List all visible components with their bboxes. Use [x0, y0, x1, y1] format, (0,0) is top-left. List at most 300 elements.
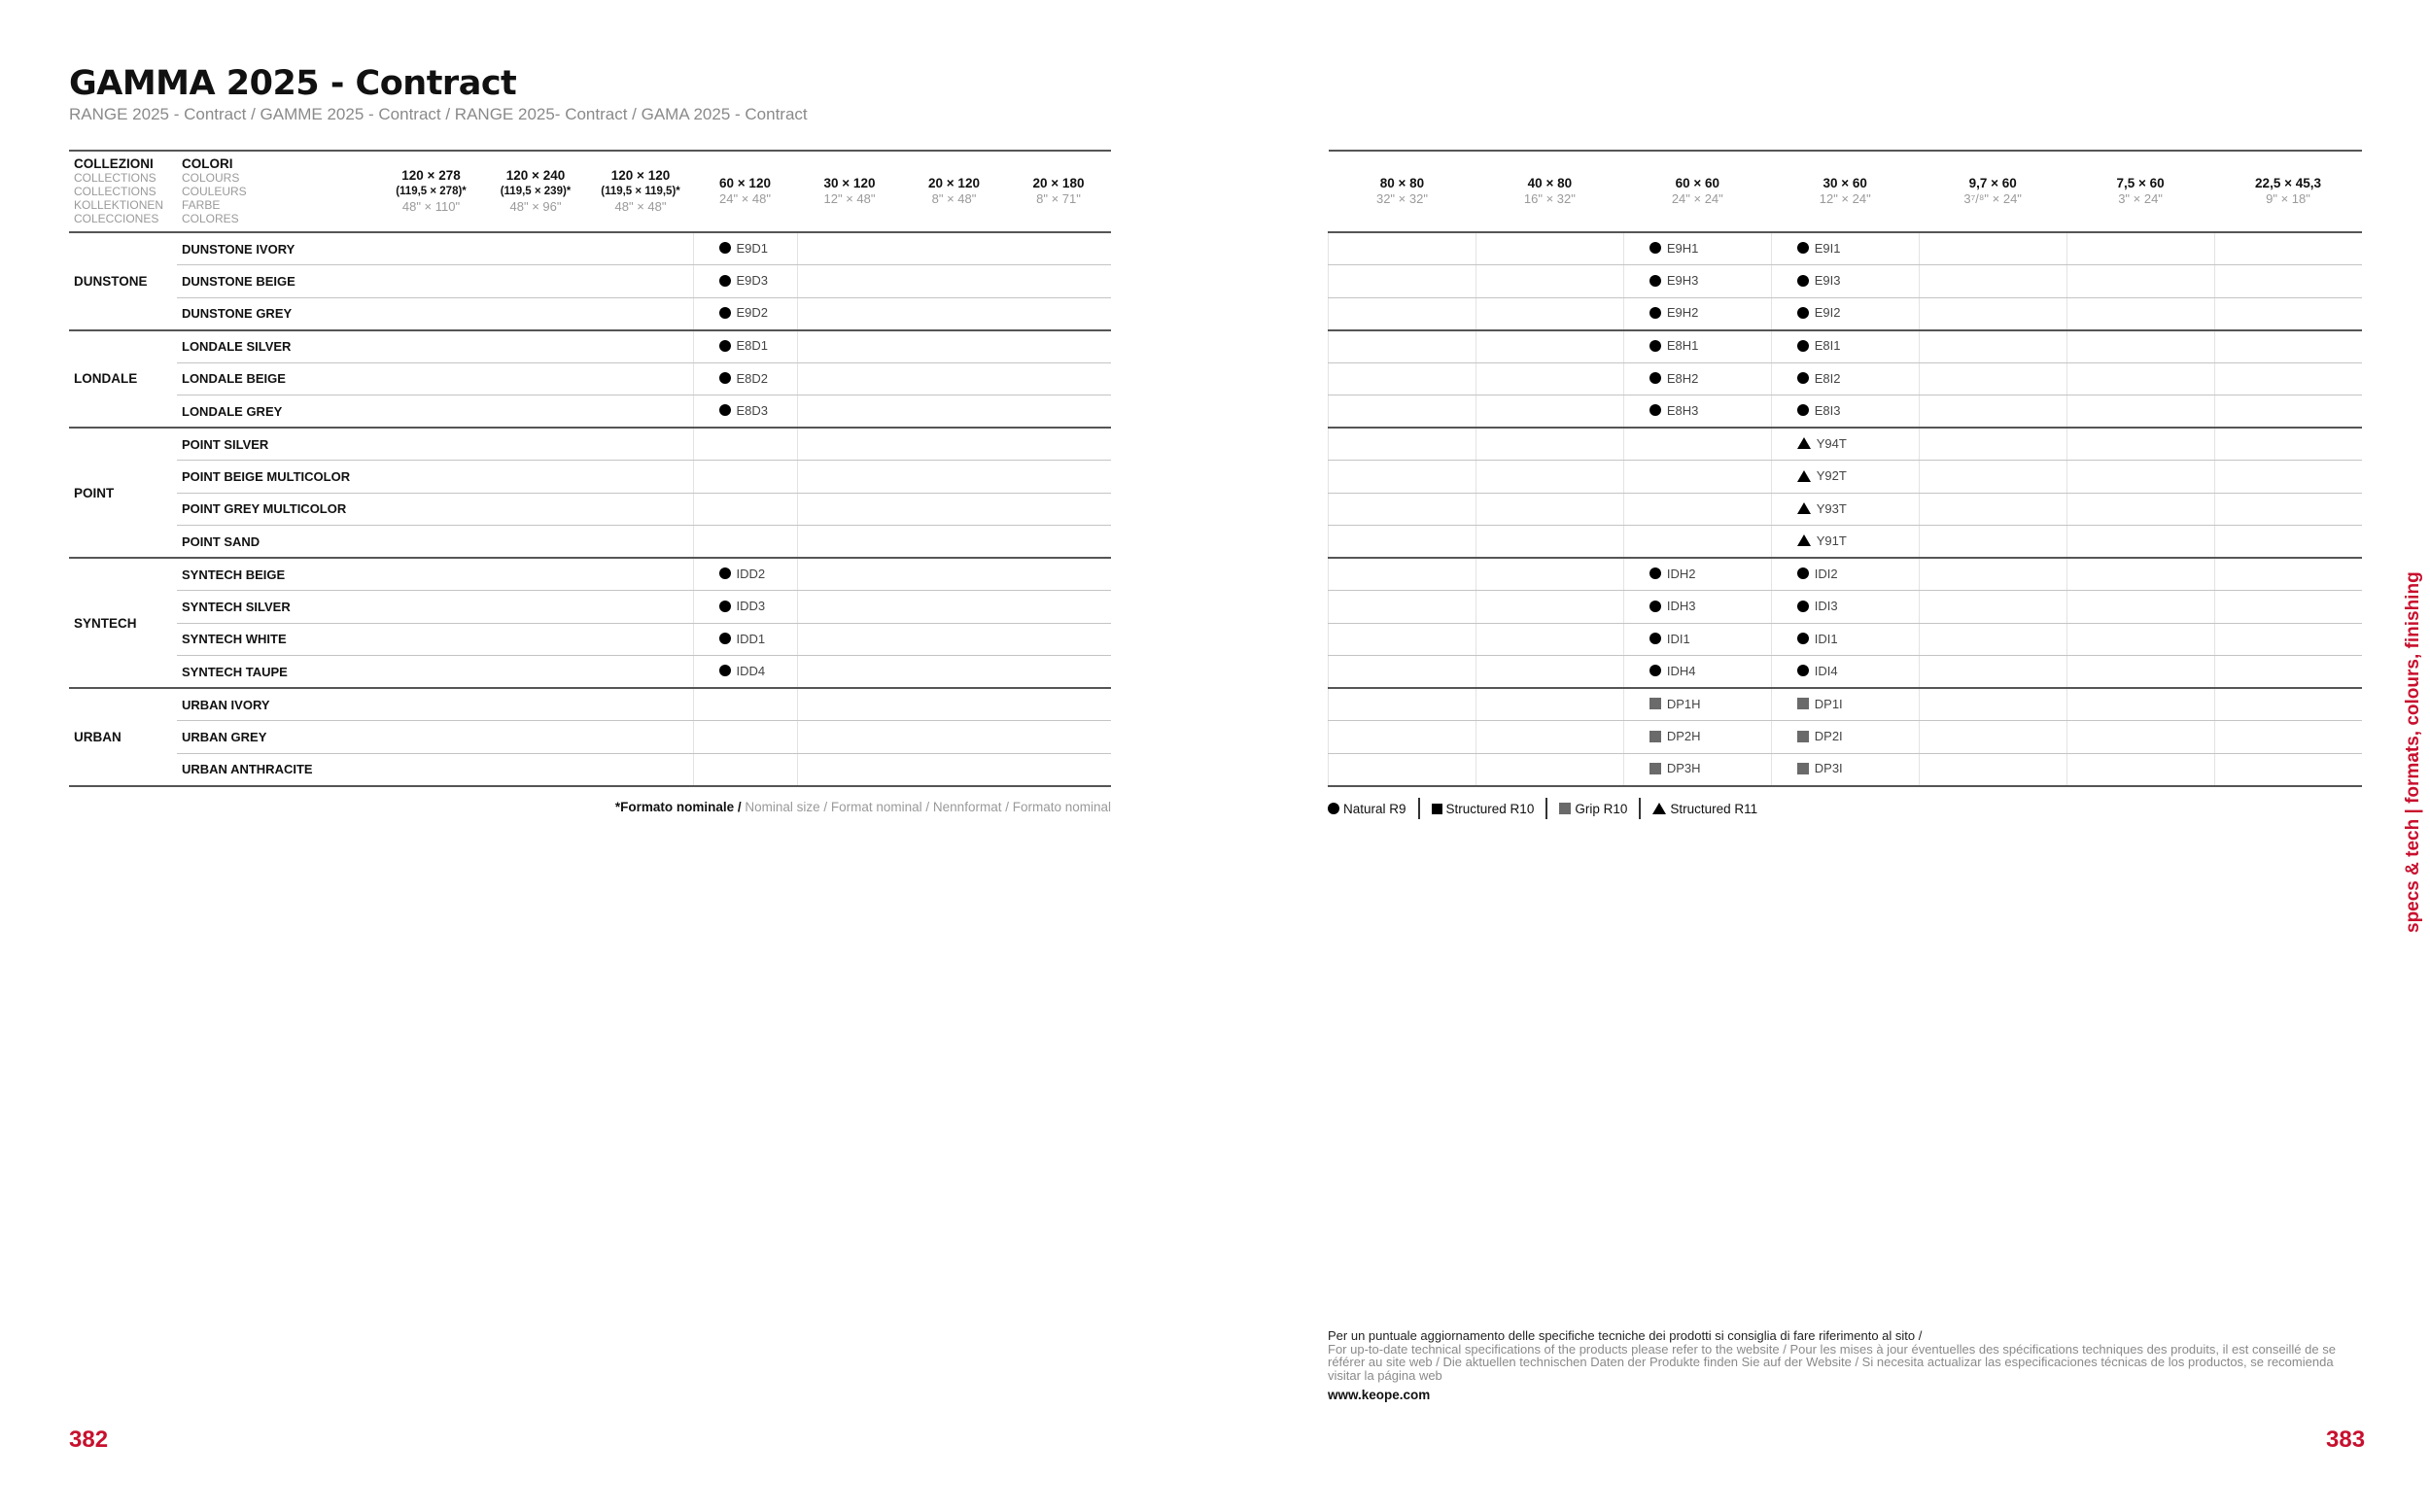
format-cell	[2214, 232, 2362, 265]
specs-disclaimer	[1328, 1329, 2348, 1382]
product-code-label: IDH3	[1666, 599, 1696, 613]
legend-label: Grip R10	[1575, 801, 1628, 816]
dot-icon	[1797, 601, 1809, 612]
dot-icon	[719, 665, 731, 676]
format-cell	[588, 265, 693, 298]
product-code	[694, 371, 769, 386]
table-row	[69, 362, 1111, 395]
product-code-label: E9D1	[736, 240, 769, 256]
format-cell	[1623, 721, 1771, 754]
format-cell	[2066, 362, 2214, 395]
format-header	[588, 151, 693, 232]
format-header	[797, 151, 902, 232]
dot-icon	[1649, 275, 1661, 287]
format-cell	[1919, 493, 2066, 526]
format-cell	[2214, 362, 2362, 395]
format-cell	[797, 558, 902, 591]
product-code	[1772, 501, 1847, 516]
colour-name: URBAN IVORY	[177, 688, 379, 721]
format-cell	[483, 362, 588, 395]
colours-header-fr: COULEURS	[182, 185, 247, 198]
colour-name: DUNSTONE BEIGE	[177, 265, 379, 298]
product-code	[694, 403, 769, 418]
table-row	[1329, 688, 2363, 721]
format-inch: 9" × 18"	[2266, 191, 2310, 206]
format-cell	[1006, 656, 1111, 689]
format-header	[902, 151, 1006, 232]
format-cell	[1623, 558, 1771, 591]
product-code	[1772, 468, 1847, 483]
format-cell	[483, 428, 588, 461]
product-code-label: IDI3	[1814, 599, 1838, 613]
format-cell	[1475, 428, 1623, 461]
format-cell	[797, 232, 902, 265]
dot-icon	[1797, 307, 1809, 319]
format-cell	[797, 330, 902, 363]
dot-icon	[719, 601, 731, 612]
format-cell	[797, 623, 902, 656]
format-size: 20 × 120	[928, 176, 980, 190]
colour-name: LONDALE SILVER	[177, 330, 379, 363]
format-cell	[1006, 558, 1111, 591]
collections-header-it: COLLEZIONI	[74, 156, 154, 171]
format-cell	[1771, 753, 1919, 786]
product-code	[694, 567, 766, 581]
format-cell	[483, 591, 588, 624]
format-cell	[2066, 753, 2214, 786]
format-cell	[588, 461, 693, 494]
table-row	[1329, 753, 2363, 786]
format-cell	[1623, 461, 1771, 494]
table-row	[1329, 526, 2363, 559]
format-cell	[1623, 493, 1771, 526]
format-cell	[1475, 591, 1623, 624]
format-cell	[588, 753, 693, 786]
table-row	[69, 558, 1111, 591]
format-cell	[483, 623, 588, 656]
format-inch: 8" × 48"	[931, 191, 977, 206]
format-cell	[1329, 461, 1476, 494]
product-code-label: IDI1	[1814, 631, 1838, 646]
product-code	[1772, 664, 1838, 678]
format-cell	[2214, 591, 2362, 624]
format-size: 60 × 60	[1675, 176, 1720, 190]
dot-icon	[1797, 633, 1809, 644]
format-cell	[902, 493, 1006, 526]
table-row	[69, 330, 1111, 363]
format-cell	[2214, 526, 2362, 559]
format-cell	[483, 461, 588, 494]
format-cell	[483, 297, 588, 330]
colour-name: SYNTECH BEIGE	[177, 558, 379, 591]
format-cell	[379, 656, 483, 689]
grey-square-icon	[1797, 731, 1809, 742]
format-cell	[1475, 656, 1623, 689]
product-code	[694, 599, 766, 613]
format-cell	[693, 656, 797, 689]
table-row	[69, 591, 1111, 624]
format-cell	[1919, 395, 2066, 429]
footnote-translations: Nominal size / Format nominal / Nennformat / Formato nominal	[741, 800, 1111, 814]
table-row	[1329, 558, 2363, 591]
product-code-label: DP2I	[1814, 729, 1843, 743]
format-cell	[1919, 721, 2066, 754]
dot-icon	[1797, 242, 1809, 254]
product-code-label: E8I1	[1814, 338, 1841, 354]
format-cell	[902, 362, 1006, 395]
table-row	[69, 428, 1111, 461]
product-code	[694, 305, 769, 320]
format-cell	[902, 721, 1006, 754]
product-code	[694, 664, 766, 678]
format-cell	[902, 395, 1006, 429]
format-cell	[1006, 428, 1111, 461]
product-code-label: IDI4	[1814, 663, 1838, 678]
format-cell	[1006, 526, 1111, 559]
product-code-label: E8H3	[1666, 402, 1699, 418]
product-code-label: Y91T	[1816, 533, 1847, 548]
format-inch: 24" × 48"	[719, 191, 771, 206]
format-cell	[797, 656, 902, 689]
product-code	[1624, 632, 1690, 646]
grey-square-icon	[1649, 698, 1661, 709]
table-row	[1329, 297, 2363, 330]
format-cell	[1771, 330, 1919, 363]
table-row	[1329, 493, 2363, 526]
format-cell	[1475, 330, 1623, 363]
page-title: GAMMA 2025 - Contract	[69, 64, 517, 103]
format-header	[2066, 151, 2214, 232]
format-cell	[588, 591, 693, 624]
product-code	[1624, 338, 1699, 353]
colours-header-it: COLORI	[182, 156, 233, 171]
format-cell	[483, 493, 588, 526]
product-code	[1772, 729, 1843, 743]
format-cell	[797, 753, 902, 786]
collections-header	[69, 151, 177, 232]
format-cell	[902, 265, 1006, 298]
format-cell	[2066, 688, 2214, 721]
format-cell	[588, 721, 693, 754]
colour-name: POINT BEIGE MULTICOLOR	[177, 461, 379, 494]
format-inch: 3" × 24"	[2118, 191, 2163, 206]
format-cell	[1919, 232, 2066, 265]
range-table-right	[1328, 150, 2362, 787]
format-cell	[2066, 428, 2214, 461]
product-code	[1624, 567, 1696, 581]
format-cell	[693, 395, 797, 429]
table-row	[1329, 623, 2363, 656]
format-cell	[1771, 558, 1919, 591]
collection-name: URBAN	[69, 688, 177, 786]
colours-header-en: COLOURS	[182, 171, 240, 185]
format-cell	[1771, 362, 1919, 395]
format-cell	[1623, 656, 1771, 689]
triangle-icon	[1652, 803, 1666, 814]
collection-name: DUNSTONE	[69, 232, 177, 330]
format-size: 7,5 × 60	[2116, 176, 2165, 190]
format-cell	[2066, 265, 2214, 298]
product-code-label: IDD4	[736, 663, 766, 678]
product-code-label: Y94T	[1816, 435, 1847, 451]
format-inch: 32" × 32"	[1375, 191, 1428, 206]
format-cell	[1475, 395, 1623, 429]
format-size: 30 × 60	[1822, 176, 1867, 190]
format-cell	[693, 623, 797, 656]
format-inch: 48" × 110"	[401, 199, 461, 214]
format-cell	[693, 297, 797, 330]
format-cell	[693, 428, 797, 461]
product-code	[1772, 697, 1843, 711]
format-cell	[1329, 591, 1476, 624]
format-cell	[1329, 526, 1476, 559]
format-cell	[2214, 721, 2362, 754]
page-number-right: 383	[2326, 1426, 2366, 1453]
dot-icon	[719, 340, 731, 352]
nominal-size-footnote	[615, 800, 1111, 814]
format-nominal: (119,5 × 119,5)*	[601, 186, 680, 197]
format-cell	[2214, 395, 2362, 429]
square-icon	[1432, 804, 1442, 814]
format-size: 60 × 120	[719, 176, 771, 190]
format-cell	[1475, 623, 1623, 656]
format-cell	[902, 232, 1006, 265]
product-code-label: IDI2	[1814, 566, 1838, 581]
format-size: 120 × 278	[401, 168, 461, 183]
format-cell	[1771, 656, 1919, 689]
format-cell	[1475, 493, 1623, 526]
format-cell	[693, 526, 797, 559]
dot-icon	[719, 242, 731, 254]
legend-label: Structured R10	[1445, 801, 1535, 816]
format-cell	[902, 330, 1006, 363]
product-code	[1772, 567, 1838, 581]
format-inch: 24" × 24"	[1671, 191, 1723, 206]
format-cell	[902, 558, 1006, 591]
format-cell	[1623, 362, 1771, 395]
format-cell	[1006, 297, 1111, 330]
legend-label: Natural R9	[1343, 801, 1406, 816]
dot-icon	[1649, 404, 1661, 416]
colour-name: DUNSTONE GREY	[177, 297, 379, 330]
product-code-label: IDI1	[1666, 631, 1690, 646]
colours-header-es: COLORES	[182, 212, 239, 225]
product-code	[694, 241, 769, 256]
format-cell	[379, 753, 483, 786]
product-code	[694, 338, 769, 353]
dot-icon	[1649, 340, 1661, 352]
product-code	[1624, 273, 1699, 288]
format-cell	[379, 395, 483, 429]
dot-icon	[1649, 307, 1661, 319]
format-cell	[1329, 395, 1476, 429]
format-cell	[1623, 688, 1771, 721]
format-cell	[1006, 232, 1111, 265]
table-row	[69, 753, 1111, 786]
product-code-label: E9I2	[1814, 305, 1841, 321]
dot-icon	[1797, 567, 1809, 579]
format-cell	[483, 330, 588, 363]
table-row	[69, 493, 1111, 526]
format-header	[1771, 151, 1919, 232]
format-cell	[379, 558, 483, 591]
product-code-label: DP1I	[1814, 696, 1843, 711]
format-header	[1329, 151, 1476, 232]
product-code-label: DP2H	[1666, 729, 1701, 743]
format-cell	[1771, 591, 1919, 624]
finish-legend	[1328, 798, 1769, 819]
format-cell	[1475, 753, 1623, 786]
colours-header	[177, 151, 379, 232]
product-code	[1624, 729, 1701, 743]
format-cell	[1475, 558, 1623, 591]
format-cell	[1771, 526, 1919, 559]
dot-icon	[1649, 372, 1661, 384]
format-cell	[1623, 297, 1771, 330]
table-row	[69, 623, 1111, 656]
disclaimer-main: Per un puntuale aggiornamento delle specifiche tecniche dei prodotti si consiglia di fare riferimento al sito /	[1328, 1328, 1923, 1343]
product-code-label: E9H1	[1666, 240, 1699, 256]
product-code	[1624, 305, 1699, 320]
format-cell	[379, 688, 483, 721]
format-inch: 16" × 32"	[1523, 191, 1576, 206]
format-cell	[797, 526, 902, 559]
format-cell	[902, 591, 1006, 624]
format-header	[1006, 151, 1111, 232]
format-cell	[1919, 461, 2066, 494]
format-cell	[2066, 232, 2214, 265]
colours-header-de: FARBE	[182, 198, 221, 212]
format-cell	[797, 721, 902, 754]
format-cell	[1329, 265, 1476, 298]
format-cell	[902, 461, 1006, 494]
product-code	[1772, 761, 1843, 775]
format-cell	[797, 362, 902, 395]
format-cell	[1329, 656, 1476, 689]
legend-item-grip	[1545, 798, 1639, 819]
format-cell	[588, 297, 693, 330]
dot-icon	[719, 404, 731, 416]
format-cell	[2066, 558, 2214, 591]
website-link[interactable]: www.keope.com	[1328, 1388, 1431, 1402]
table-row	[1329, 591, 2363, 624]
format-cell	[2066, 721, 2214, 754]
format-cell	[379, 265, 483, 298]
format-cell	[483, 232, 588, 265]
format-cell	[2214, 753, 2362, 786]
format-cell	[797, 265, 902, 298]
table-row	[69, 395, 1111, 429]
format-cell	[1919, 753, 2066, 786]
format-cell	[1771, 623, 1919, 656]
format-size: 120 × 120	[610, 168, 671, 183]
format-cell	[2066, 297, 2214, 330]
colour-name: DUNSTONE IVORY	[177, 232, 379, 265]
product-code	[1772, 632, 1838, 646]
format-cell	[2214, 558, 2362, 591]
format-cell	[483, 753, 588, 786]
table-row	[1329, 721, 2363, 754]
format-cell	[1623, 591, 1771, 624]
table-row	[1329, 461, 2363, 494]
format-cell	[693, 362, 797, 395]
format-cell	[1006, 721, 1111, 754]
format-size: 20 × 180	[1032, 176, 1085, 190]
format-cell	[1919, 623, 2066, 656]
format-cell	[1623, 428, 1771, 461]
grey-square-icon	[1649, 763, 1661, 774]
product-code	[694, 632, 766, 646]
product-code-label: E9I3	[1814, 273, 1841, 288]
dot-icon	[1649, 601, 1661, 612]
format-cell	[1919, 297, 2066, 330]
format-cell	[1006, 265, 1111, 298]
format-cell	[1475, 265, 1623, 298]
format-cell	[1475, 232, 1623, 265]
format-cell	[1329, 688, 1476, 721]
format-cell	[797, 688, 902, 721]
format-cell	[1006, 753, 1111, 786]
dot-icon	[1797, 340, 1809, 352]
section-side-label: specs & tech | formats, colours, finishing	[2403, 571, 2423, 933]
format-size: 120 × 240	[505, 168, 566, 183]
product-code	[1772, 403, 1841, 418]
format-cell	[379, 623, 483, 656]
format-header	[693, 151, 797, 232]
format-cell	[1475, 721, 1623, 754]
format-cell	[797, 461, 902, 494]
format-cell	[1329, 330, 1476, 363]
format-cell	[1623, 395, 1771, 429]
format-cell	[902, 526, 1006, 559]
dot-icon	[1328, 803, 1339, 814]
format-cell	[1771, 232, 1919, 265]
format-cell	[2066, 395, 2214, 429]
format-cell	[588, 493, 693, 526]
table-row	[69, 656, 1111, 689]
table-row	[1329, 232, 2363, 265]
product-code-label: E8D3	[736, 402, 769, 418]
format-cell	[1329, 428, 1476, 461]
colour-name: SYNTECH TAUPE	[177, 656, 379, 689]
product-code-label: IDH2	[1666, 566, 1696, 581]
product-code	[1624, 599, 1696, 613]
format-cell	[2214, 297, 2362, 330]
product-code	[1624, 697, 1701, 711]
product-code-label: E9H2	[1666, 305, 1699, 321]
collection-name: SYNTECH	[69, 558, 177, 688]
dot-icon	[1797, 275, 1809, 287]
format-cell	[2214, 656, 2362, 689]
disclaimer-translations: For up-to-date technical specifications of the products please refer to the website / Pour les mises à jour éventuelles des spécifications techniques des produits, il est conseillé de se référer au site web / Die aktuellen technischen Daten der Produkte finden Sie auf der Website / Si necesita actualizar las especificaciones técnicas de los productos, se recomienda visitar la página web	[1328, 1341, 2336, 1383]
triangle-icon	[1797, 534, 1811, 546]
legend-item-structured-r11	[1639, 798, 1769, 819]
format-size: 30 × 120	[823, 176, 876, 190]
format-cell	[483, 265, 588, 298]
format-cell	[483, 558, 588, 591]
format-size: 80 × 80	[1379, 176, 1425, 190]
format-cell	[1329, 721, 1476, 754]
format-cell	[2066, 493, 2214, 526]
grey-square-icon	[1649, 731, 1661, 742]
legend-label: Structured R11	[1670, 801, 1758, 816]
format-cell	[902, 656, 1006, 689]
dot-icon	[1797, 372, 1809, 384]
product-code	[1772, 533, 1847, 548]
product-code-label: IDD2	[736, 566, 766, 581]
format-cell	[1006, 330, 1111, 363]
format-cell	[483, 656, 588, 689]
